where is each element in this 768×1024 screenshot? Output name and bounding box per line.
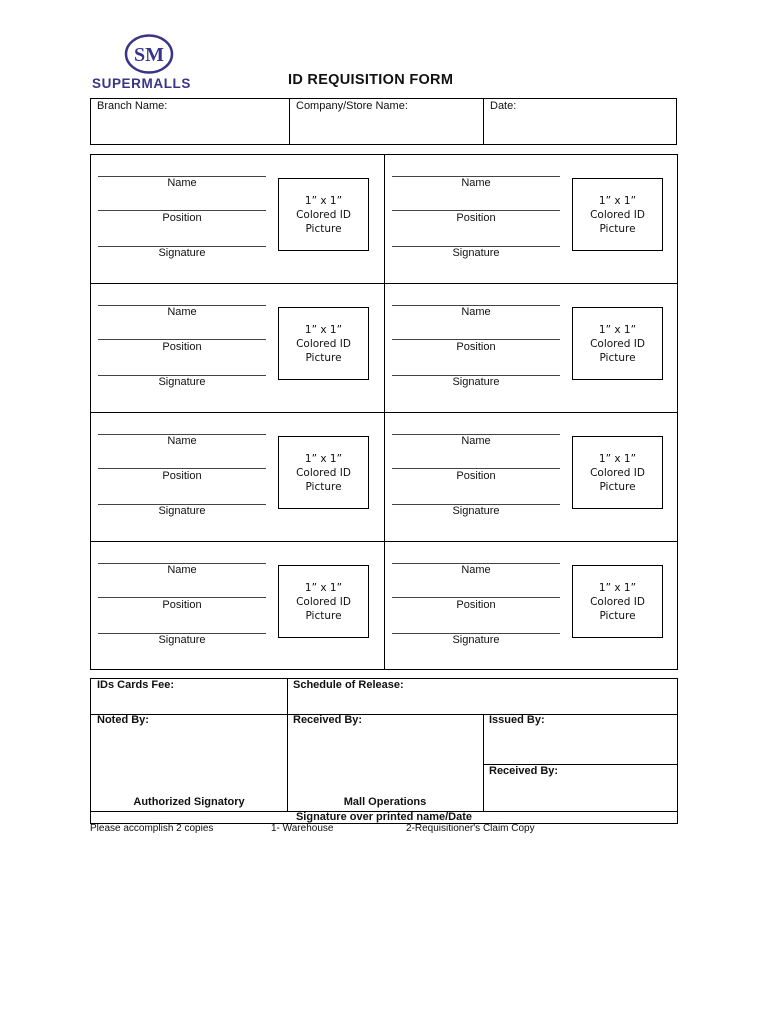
photo-type-text: Colored ID <box>590 337 645 350</box>
received-by-label-2: Received By: <box>489 765 559 777</box>
photo-type-text: Colored ID <box>296 337 351 350</box>
position-line[interactable] <box>392 597 560 598</box>
photo-word-text: Picture <box>599 609 636 622</box>
position-line[interactable] <box>98 339 266 340</box>
logo-mark: SM <box>134 44 164 66</box>
approval-table <box>90 678 678 824</box>
photo-word-text: Picture <box>599 480 636 493</box>
photo-type-text: Colored ID <box>590 466 645 479</box>
signature-note: Signature over printed name/Date <box>295 811 473 823</box>
photo-size-text: 1” x 1” <box>598 323 637 336</box>
signature-label: Signature <box>158 505 206 517</box>
id-card-slot <box>385 542 678 671</box>
table-rule <box>287 679 288 714</box>
id-card-slot <box>385 284 678 413</box>
position-line[interactable] <box>98 597 266 598</box>
form-title: ID REQUISITION FORM <box>288 72 454 88</box>
supermalls-logo <box>90 34 208 92</box>
table-rule <box>483 714 484 811</box>
photo-type-text: Colored ID <box>296 595 351 608</box>
name-label: Name <box>167 306 197 318</box>
photo-size-text: 1” x 1” <box>598 194 637 207</box>
signature-label: Signature <box>452 634 500 646</box>
name-label: Name <box>167 435 197 447</box>
name-label: Name <box>461 435 491 447</box>
id-photo-box[interactable] <box>572 436 663 509</box>
photo-size-text: 1” x 1” <box>304 452 343 465</box>
id-photo-box[interactable] <box>572 307 663 380</box>
table-rule <box>91 714 677 715</box>
id-card-slot <box>91 284 384 413</box>
received-by-label: Received By: <box>293 714 363 726</box>
company-store-label: Company/Store Name: <box>296 100 408 112</box>
id-photo-box[interactable] <box>278 565 369 638</box>
photo-type-text: Colored ID <box>590 208 645 221</box>
photo-size-text: 1” x 1” <box>598 452 637 465</box>
id-photo-box[interactable] <box>572 565 663 638</box>
photo-type-text: Colored ID <box>590 595 645 608</box>
name-label: Name <box>461 177 491 189</box>
position-label: Position <box>162 470 202 482</box>
photo-word-text: Picture <box>305 480 342 493</box>
position-label: Position <box>162 341 202 353</box>
position-label: Position <box>162 599 202 611</box>
id-card-slot <box>385 413 678 542</box>
issued-by-label: Issued By: <box>489 714 545 726</box>
id-photo-box[interactable] <box>572 178 663 251</box>
photo-size-text: 1” x 1” <box>598 581 637 594</box>
id-photo-box[interactable] <box>278 178 369 251</box>
date-field[interactable] <box>483 99 676 144</box>
photo-type-text: Colored ID <box>296 208 351 221</box>
signature-label: Signature <box>158 247 206 259</box>
photo-size-text: 1” x 1” <box>304 194 343 207</box>
photo-word-text: Picture <box>305 351 342 364</box>
sm-logo-icon <box>124 34 174 74</box>
signature-label: Signature <box>452 505 500 517</box>
id-photo-box[interactable] <box>278 436 369 509</box>
position-label: Position <box>162 212 202 224</box>
signature-label: Signature <box>452 376 500 388</box>
position-line[interactable] <box>392 468 560 469</box>
position-label: Position <box>456 470 496 482</box>
name-label: Name <box>461 306 491 318</box>
signature-label: Signature <box>452 247 500 259</box>
position-line[interactable] <box>392 339 560 340</box>
branch-name-label: Branch Name: <box>97 100 168 112</box>
name-label: Name <box>167 564 197 576</box>
schedule-release-label: Schedule of Release: <box>293 679 404 691</box>
mall-operations-label: Mall Operations <box>343 796 427 808</box>
name-label: Name <box>167 177 197 189</box>
name-label: Name <box>461 564 491 576</box>
copy-claim: 2-Requisitioner's Claim Copy <box>406 823 535 834</box>
copies-note: Please accomplish 2 copies <box>90 823 214 834</box>
photo-word-text: Picture <box>305 609 342 622</box>
company-store-field[interactable] <box>289 99 483 144</box>
id-card-slot <box>385 155 678 284</box>
authorized-signatory-label: Authorized Signatory <box>133 796 245 808</box>
signature-label: Signature <box>158 376 206 388</box>
photo-type-text: Colored ID <box>296 466 351 479</box>
id-card-slot <box>91 155 384 284</box>
id-card-slot <box>91 542 384 671</box>
id-photo-box[interactable] <box>278 307 369 380</box>
branch-name-field[interactable] <box>91 99 289 144</box>
id-card-grid <box>90 154 678 670</box>
id-card-slot <box>91 413 384 542</box>
noted-by-label: Noted By: <box>97 714 149 726</box>
copy-warehouse: 1- Warehouse <box>271 823 334 834</box>
photo-word-text: Picture <box>599 222 636 235</box>
position-label: Position <box>456 341 496 353</box>
position-label: Position <box>456 212 496 224</box>
header-info-table <box>90 98 677 145</box>
photo-word-text: Picture <box>599 351 636 364</box>
photo-size-text: 1” x 1” <box>304 581 343 594</box>
date-label: Date: <box>490 100 517 112</box>
position-label: Position <box>456 599 496 611</box>
position-line[interactable] <box>392 210 560 211</box>
photo-word-text: Picture <box>305 222 342 235</box>
position-line[interactable] <box>98 210 266 211</box>
signature-label: Signature <box>158 634 206 646</box>
logo-text: SUPERMALLS <box>92 76 192 91</box>
photo-size-text: 1” x 1” <box>304 323 343 336</box>
id-card-fee-label: IDs Cards Fee: <box>97 679 175 691</box>
position-line[interactable] <box>98 468 266 469</box>
